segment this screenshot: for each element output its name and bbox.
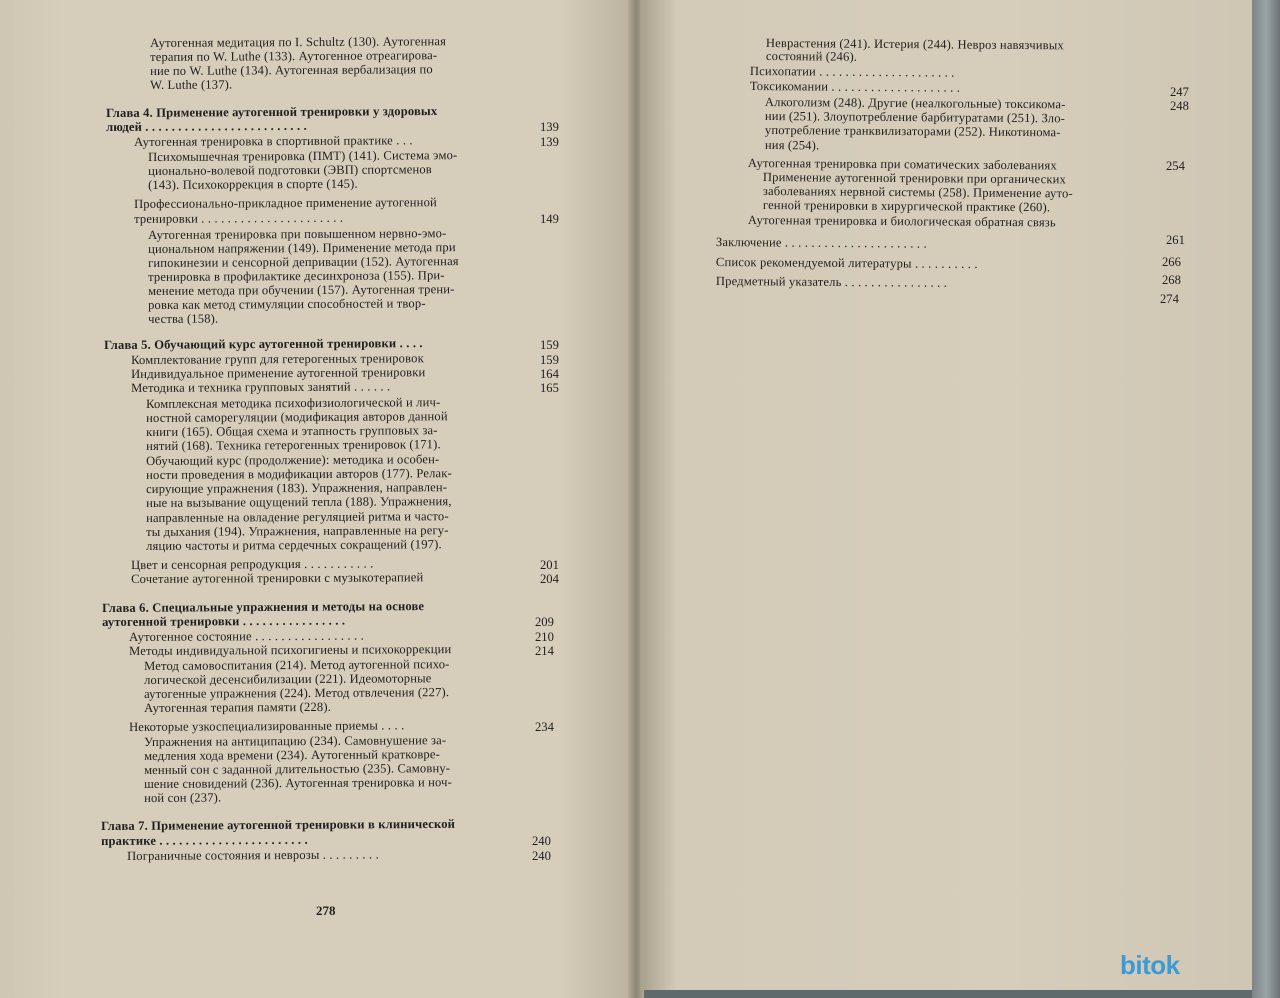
toc-entry-line: Алкоголизм (248). Другие (неалкогольные) токсикома- bbox=[764, 95, 1066, 112]
page-number: 278 bbox=[316, 903, 336, 918]
toc-page-number: 159 bbox=[540, 338, 559, 352]
toc-page-number: 247 bbox=[1170, 85, 1189, 99]
toc-entry-line: Аутогенное состояние . . . . . . . . . . . . . . . . . bbox=[129, 628, 364, 644]
toc-entry-line: Профессионально-прикладное применение аутогенной bbox=[134, 195, 437, 211]
toc-page-number: 240 bbox=[532, 834, 551, 848]
toc-page-number: 201 bbox=[540, 558, 559, 572]
toc-entry-line: ционально-волевой подготовки (ЭВП) спортсменов bbox=[148, 162, 432, 178]
toc-entry-line: Аутогенная тренировка при соматических заболеваниях bbox=[747, 156, 1057, 173]
toc-entry-line: Неврастения (241). Истерия (244). Невроз навязчивых bbox=[765, 36, 1064, 53]
toc-entry-line: Глава 6. Специальные упражнения и методы на основе bbox=[102, 599, 425, 615]
toc-entry-line: ние по W. Luthe (134). Аутогенная вербализация по bbox=[150, 62, 433, 78]
toc-entry-line: Аутогенная медитация по I. Schultz (130). Аутогенная bbox=[150, 34, 447, 50]
toc-entry-line: Аутогенная тренировка и биологическая обратная связь bbox=[747, 213, 1056, 230]
toc-entry-line: ные на вызывание ощущений тепла (188). Упражнения, bbox=[146, 494, 452, 510]
toc-entry-line: Предметный указатель . . . . . . . . . . . . . . . . bbox=[715, 274, 948, 290]
toc-entry-line: употребление транквилизаторами (252). Никотинома- bbox=[764, 123, 1061, 140]
toc-entry-line: циональном напряжении (149). Применение метода при bbox=[148, 240, 456, 256]
toc-page-number: 139 bbox=[540, 120, 559, 134]
toc-entry-line: Сочетание аутогенной тренировки с музыкотерапией bbox=[131, 570, 424, 586]
toc-page-number: 210 bbox=[535, 630, 554, 644]
toc-entry-line: заболеваниях нервной системы (258). Применение ауто- bbox=[762, 184, 1073, 201]
toc-entry-line: ляцию частоты и ритма сердечных сокращений (197). bbox=[146, 537, 442, 553]
toc-entry-line: практике . . . . . . . . . . . . . . . . . . . . . . . bbox=[101, 832, 308, 848]
toc-entry-line: Глава 5. Обучающий курс аутогенной тренировки . . . . bbox=[104, 336, 423, 352]
right-page bbox=[640, 0, 1252, 990]
toc-page-number: 274 bbox=[1160, 292, 1179, 306]
toc-entry-line: Индивидуальное применение аутогенной тренировки bbox=[131, 365, 426, 381]
toc-entry-line: (143). Психокоррекция в спорте (145). bbox=[148, 176, 358, 192]
toc-page-number: 268 bbox=[1162, 273, 1181, 287]
toc-entry-line: Обучающий курс (продолжение): методика и особен- bbox=[146, 452, 440, 468]
toc-entry-line: шение сновидений (236). Аутогенная тренировка и ноч- bbox=[144, 775, 453, 791]
toc-entry-line: Методы индивидуальной психогигиены и психокоррекции bbox=[129, 642, 452, 658]
toc-page-number: 261 bbox=[1166, 233, 1185, 247]
toc-entry-line: менение метода при обучении (157). Аутогенная трени- bbox=[148, 282, 455, 298]
toc-page-number: 159 bbox=[540, 353, 559, 367]
toc-entry-line: Аутогенная терапия памяти (228). bbox=[144, 699, 332, 715]
toc-entry-line: менный сон с заданной длительностью (235). Самовну- bbox=[144, 761, 451, 777]
toc-page-number: 234 bbox=[535, 720, 554, 734]
toc-page-number: 248 bbox=[1170, 99, 1189, 113]
toc-page-number: 209 bbox=[535, 615, 554, 629]
toc-entry-line: логической десенсибилизации (221). Идеомоторные bbox=[144, 671, 432, 687]
toc-page-number: 139 bbox=[540, 135, 559, 149]
toc-page-number: 266 bbox=[1162, 255, 1181, 269]
watermark-logo: bitok bbox=[1120, 950, 1180, 980]
toc-entry-line: тренировки . . . . . . . . . . . . . . . . . . . . . . bbox=[134, 210, 344, 226]
toc-entry-line: сирующие упражнения (183). Упражнения, направлен- bbox=[146, 480, 448, 496]
toc-entry-line: Методика и техника групповых занятий . . . . . . bbox=[131, 379, 391, 395]
toc-entry-line: гипокинезии и сенсорной депривации (152). Аутогенная bbox=[148, 254, 459, 270]
toc-entry-line: W. Luthe (137). bbox=[150, 77, 233, 92]
toc-entry-line: медления хода времени (234). Аутогенный кратковре- bbox=[144, 747, 440, 763]
toc-page-number: 165 bbox=[540, 381, 559, 395]
toc-page-number: 149 bbox=[540, 212, 559, 226]
toc-entry-line: Психомышечная тренировка (ПМТ) (141). Система эмо- bbox=[148, 148, 458, 164]
toc-entry-line: направленные на овладение регуляцией ритма и часто- bbox=[146, 509, 449, 525]
toc-entry-line: Комплексная методика психофизиологической и лич- bbox=[146, 395, 441, 411]
toc-entry-line: Психопатии . . . . . . . . . . . . . . . . . . . . . bbox=[749, 64, 955, 80]
toc-page-number: 254 bbox=[1166, 159, 1185, 173]
toc-entry-line: Токсикомании . . . . . . . . . . . . . . . . . . . . bbox=[749, 79, 961, 95]
toc-entry-line: Заключение . . . . . . . . . . . . . . . . . . . . . . bbox=[715, 235, 927, 251]
toc-entry-line: тренировка в профилактике десинхроноза (155). При- bbox=[148, 268, 445, 284]
toc-entry-line: людей . . . . . . . . . . . . . . . . . . . . . . . . . bbox=[106, 118, 307, 134]
toc-entry-line: Цвет и сенсорная репродукция . . . . . . . . . . . bbox=[131, 556, 374, 572]
toc-entry-line: Упражнения на антиципацию (234). Самовнушение за- bbox=[144, 733, 447, 749]
toc-page-number: 204 bbox=[540, 572, 559, 586]
toc-entry-line: ности проведения в модификации авторов (177). Релак- bbox=[146, 466, 452, 482]
toc-entry-line: терапия по W. Luthe (133). Аутогенное отреагирова- bbox=[150, 48, 438, 64]
cover-edge bbox=[1252, 0, 1280, 998]
toc-entry-line: Метод самовоспитания (214). Метод аутогенной психо- bbox=[144, 657, 450, 673]
toc-entry-line: ной сон (237). bbox=[144, 790, 222, 805]
toc-entry-line: Глава 4. Применение аутогенной тренировки у здоровых bbox=[106, 103, 438, 120]
toc-entry-line: книги (165). Общая схема и этапность групповых за- bbox=[146, 423, 438, 439]
toc-entry-line: генной тренировки в хирургической практике (260). bbox=[762, 198, 1051, 215]
toc-entry-line: нии (251). Злоупотребление барбитуратами (251). Зло- bbox=[764, 109, 1066, 126]
toc-entry-line: ностной саморегуляции (модификация авторов данной bbox=[146, 409, 448, 425]
toc-entry-line: Аутогенная тренировка при повышенном нервно-эмо- bbox=[148, 226, 447, 242]
toc-entry-line: аутогенные упражнения (224). Метод отвлечения (227). bbox=[144, 685, 450, 701]
toc-entry-line: Аутогенная тренировка в спортивной практике . . . bbox=[134, 133, 413, 149]
toc-entry-line: Пограничные состояния и неврозы . . . . . . . . . bbox=[127, 847, 379, 863]
toc-entry-line: аутогенной тренировки . . . . . . . . . . . . . . . . bbox=[102, 613, 346, 629]
toc-entry-line: чества (158). bbox=[148, 311, 219, 326]
toc-entry-line: Комплектование групп для гетерогенных тренировок bbox=[131, 351, 424, 367]
toc-entry-line: Глава 7. Применение аутогенной тренировки в клинической bbox=[101, 816, 456, 833]
toc-entry-line: ровка как метод стимуляции способностей и твор- bbox=[148, 296, 426, 312]
toc-entry-line: ты дыхания (194). Упражнения, направленные на регу- bbox=[146, 523, 449, 539]
toc-page-number: 164 bbox=[540, 367, 559, 381]
toc-entry-line: ния (254). bbox=[764, 138, 820, 153]
toc-entry-line: Список рекомендуемой литературы . . . . . . . . . . bbox=[715, 255, 978, 272]
toc-page-number: 240 bbox=[532, 849, 551, 863]
toc-entry-line: нятий (168). Техника гетерогенных тренировок (171). bbox=[146, 437, 441, 453]
toc-page-number: 214 bbox=[535, 644, 554, 658]
toc-entry-line: Некоторые узкоспециализированные приемы . . . . bbox=[129, 718, 405, 734]
toc-entry-line: состояний (246). bbox=[765, 49, 858, 64]
toc-entry-line: Применение аутогенной тренировки при органических bbox=[762, 170, 1067, 187]
